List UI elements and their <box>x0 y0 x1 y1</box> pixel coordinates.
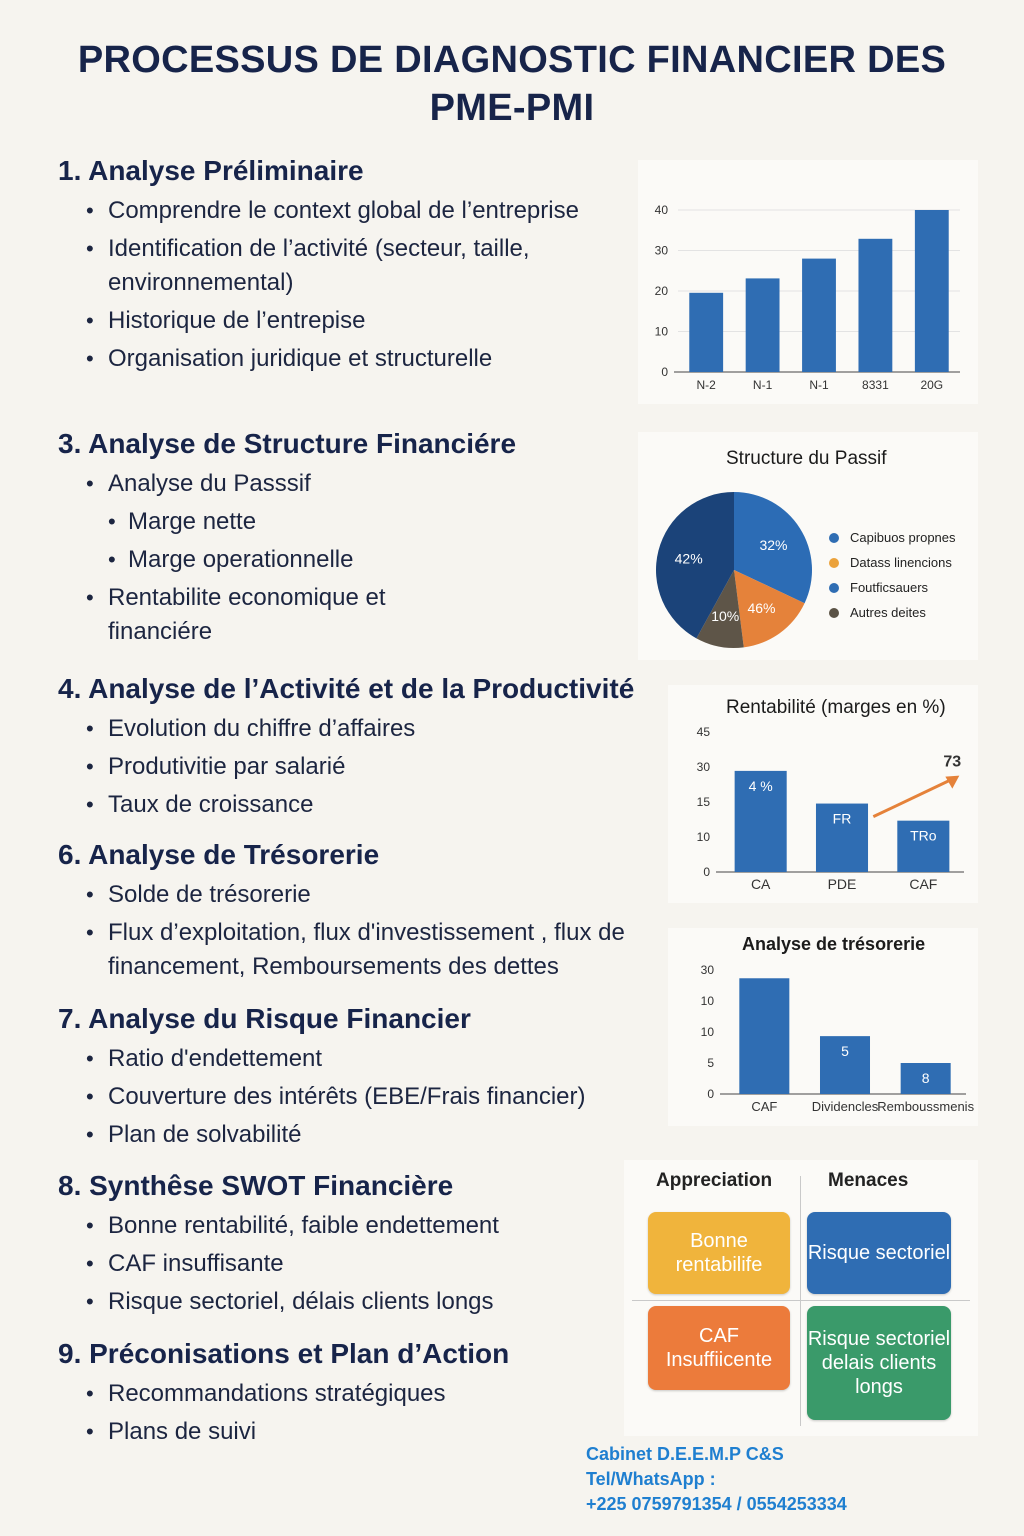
y-tick-label: 10 <box>696 830 710 844</box>
y-tick-label: 40 <box>654 203 668 217</box>
pie-slice-label: 46% <box>747 599 776 616</box>
section-heading: 8. Synthêse SWOT Financière <box>58 1170 454 1201</box>
bullet-list <box>58 712 658 822</box>
chart-card-passif <box>638 432 978 660</box>
section-activite-productivite <box>58 670 658 822</box>
section-swot <box>58 1167 618 1319</box>
bullet-item: • Produtivitie par salarié <box>58 750 658 784</box>
bar <box>689 293 723 372</box>
bullet-item: • Plans de suivi <box>58 1415 618 1449</box>
bullet-item: • CAF insuffisante <box>58 1247 618 1281</box>
x-tick-label: PDE <box>827 876 857 892</box>
footer-phone-numbers: +225 0759791354 / 0554253334 <box>586 1494 847 1514</box>
x-tick-label: CAF <box>909 876 938 892</box>
bar-label: 8 <box>921 1070 930 1086</box>
y-tick-label: 5 <box>707 1056 714 1070</box>
bullet-list <box>58 878 658 984</box>
y-tick-label: 0 <box>707 1087 714 1101</box>
swot-header-menaces: Menaces <box>828 1170 909 1191</box>
bullet-list <box>58 1377 618 1449</box>
y-tick-label: 45 <box>696 725 710 739</box>
section-heading: 7. Analyse du Risque Financier <box>58 1003 471 1034</box>
bullet-item: • Identification de l’activité (secteur, taille, environnemental) <box>58 232 618 300</box>
bullet-list <box>58 1209 618 1319</box>
bar-label: 5 <box>841 1043 849 1060</box>
bullet-item: • Evolution du chiffre d’affaires <box>58 712 658 746</box>
bullet-list <box>58 1042 618 1152</box>
sub-bullet-item: • Marge operationnelle <box>58 543 618 577</box>
x-tick-label: 8331 <box>862 378 889 392</box>
footer-company: Cabinet D.E.E.M.P C&S <box>586 1444 784 1464</box>
bar <box>858 239 892 372</box>
bullet-list <box>58 194 618 376</box>
bar <box>802 259 836 372</box>
chart-title: Structure du Passif <box>726 448 887 469</box>
chart-card-tresorerie <box>668 928 978 1126</box>
pie-slice-label: 32% <box>759 536 788 553</box>
section-tresorerie <box>58 836 658 984</box>
legend-label: Capibuos propnes <box>850 530 956 545</box>
section-heading: 1. Analyse Préliminaire <box>58 155 364 186</box>
bullet-item: • Historique de l’entrepise <box>58 304 618 338</box>
legend-marker <box>829 608 839 618</box>
bullet-item: • Taux de croissance <box>58 788 658 822</box>
swot-box-threat: Risque sectoriel <box>807 1212 951 1294</box>
legend-label: Foutficsauers <box>850 580 929 595</box>
swot-divider-vertical <box>800 1176 801 1426</box>
legend-label: Autres deites <box>850 605 926 620</box>
legend-marker <box>829 583 839 593</box>
bullet-item: • Risque sectoriel, délais clients longs <box>58 1285 618 1319</box>
bullet-item: • Comprendre le context global de l’entreprise <box>58 194 618 228</box>
legend-marker <box>829 558 839 568</box>
bar <box>739 978 789 1094</box>
x-tick-label: 20G <box>920 378 944 392</box>
footer-contact <box>586 1442 847 1517</box>
y-tick-label: 20 <box>654 284 668 298</box>
x-tick-label: Dividencles <box>811 1099 879 1114</box>
x-tick-label: Remboussmenis <box>877 1099 975 1114</box>
bullet-item: • Organisation juridique et structurelle <box>58 342 618 376</box>
x-tick-label: N-1 <box>752 378 773 392</box>
swot-box-strength: Bonne rentabilife <box>648 1212 790 1294</box>
bullet-item: • Couverture des intérêts (EBE/Frais financier) <box>58 1080 618 1114</box>
y-tick-label: 10 <box>700 994 714 1008</box>
bullet-item: • Bonne rentabilité, faible endettement <box>58 1209 618 1243</box>
pie-slice-label: 42% <box>674 550 703 567</box>
trend-arrow-line <box>873 779 953 817</box>
x-tick-label: CA <box>750 876 771 892</box>
x-tick-label: N-2 <box>696 378 716 392</box>
bullet-item: • Analyse du Passsif <box>58 467 618 501</box>
y-tick-label: 10 <box>700 1025 714 1039</box>
section-heading: 6. Analyse de Trésorerie <box>58 839 380 870</box>
section-analyse-preliminaire <box>58 152 618 376</box>
swot-box-risk: Risque sectoriel delais clients longs <box>807 1306 951 1420</box>
page-title: PROCESSUS DE DIAGNOSTIC FINANCIER DES PME-PMI <box>77 39 947 129</box>
swot-matrix <box>624 1160 978 1436</box>
bullet-item: • Plan de solvabilité <box>58 1118 618 1152</box>
x-tick-label: N-1 <box>809 378 829 392</box>
swot-header-appreciation: Appreciation <box>656 1170 773 1191</box>
section-heading: 4. Analyse de l’Activité et de la Productivité <box>58 673 635 704</box>
section-risque-financier <box>58 1000 618 1152</box>
y-tick-label: 0 <box>661 365 668 379</box>
tresorerie-bar-chart <box>668 928 978 1126</box>
sub-bullet-item: • Marge nette <box>58 505 618 539</box>
chart-card-growth <box>638 160 978 404</box>
swot-divider-horizontal <box>632 1300 970 1301</box>
bullet-item: • Flux d’exploitation, flux d'investissement , flux de financement, Remboursements des dettes <box>58 916 658 984</box>
bar <box>746 278 780 372</box>
legend-label: Datass linencions <box>850 555 952 570</box>
bar-label: 4 % <box>748 777 773 794</box>
y-tick-label: 10 <box>654 324 668 339</box>
legend-marker <box>829 533 839 543</box>
section-heading: 9. Préconisations et Plan d’Action <box>58 1338 510 1369</box>
bar-label: TRo <box>910 827 937 844</box>
section-preconisations <box>58 1335 618 1449</box>
bullet-item: • Recommandations stratégiques <box>58 1377 618 1411</box>
bullet-item: • Solde de trésorerie <box>58 878 658 912</box>
growth-bar-chart <box>638 160 978 404</box>
section-structure-financiere <box>58 425 618 649</box>
x-tick-label: CAF <box>751 1099 778 1114</box>
bullet-item: • Ratio d'endettement <box>58 1042 618 1076</box>
bar-label: FR <box>832 810 852 827</box>
footer-phone-label: Tel/WhatsApp : <box>586 1469 716 1489</box>
chart-title: Analyse de trésorerie <box>742 934 926 954</box>
bar <box>915 210 949 372</box>
bullet-list <box>58 467 618 649</box>
bullet-item: • Rentabilite economique et financiére <box>58 581 408 649</box>
swot-box-weakness: CAF Insuffiicente <box>648 1306 790 1390</box>
chart-card-rentabilite <box>668 685 978 903</box>
pie-slice-label: 10% <box>711 607 740 624</box>
y-tick-label: 30 <box>700 963 714 977</box>
trend-label: 73 <box>943 753 962 771</box>
chart-title: Rentabilité (marges en %) <box>726 697 946 718</box>
y-tick-label: 15 <box>696 795 710 809</box>
section-heading: 3. Analyse de Structure Financiére <box>58 428 517 459</box>
y-tick-label: 30 <box>696 760 710 774</box>
y-tick-label: 0 <box>703 865 710 879</box>
y-tick-label: 30 <box>654 243 668 258</box>
